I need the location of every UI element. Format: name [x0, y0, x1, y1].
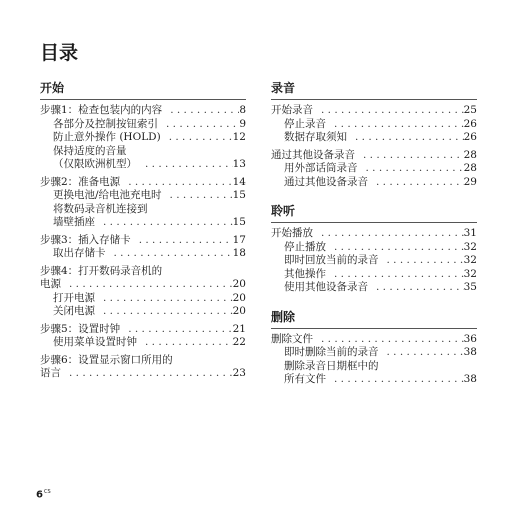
page-number — [36, 489, 51, 500]
toc-entry-label: 其他操作 — [284, 267, 326, 280]
toc-group — [271, 104, 477, 145]
dot-leader — [326, 241, 464, 255]
toc-entry-label: 各部分及控制按钮索引 — [53, 117, 158, 130]
dot-leader — [326, 373, 464, 387]
dot-leader — [158, 118, 239, 132]
toc-entry[interactable] — [271, 281, 477, 295]
toc-entry-label: 步骤3：插入存储卡 — [40, 233, 131, 246]
toc-entry[interactable] — [40, 305, 246, 319]
dot-leader — [313, 333, 464, 347]
toc-group — [271, 227, 477, 295]
dot-leader — [61, 278, 233, 292]
toc-right-column — [271, 80, 477, 401]
toc-entry-label: 关闭电源 — [53, 305, 95, 317]
toc-entry-label: 删除录音日期框中的 — [284, 359, 379, 372]
toc-entry[interactable] — [40, 118, 246, 132]
toc-entry-page: 21 — [232, 322, 246, 335]
toc-entry-page: 26 — [463, 117, 477, 130]
toc-entry-label: 删除文件 — [271, 332, 313, 345]
toc-section — [271, 203, 477, 295]
toc-entry-page: 31 — [463, 227, 477, 239]
toc-entry-label: 保持适度的音量 — [53, 144, 127, 157]
section-divider — [271, 99, 477, 100]
toc-entry[interactable] — [271, 346, 477, 360]
toc-entry[interactable] — [40, 176, 246, 190]
toc-entry[interactable] — [40, 367, 246, 381]
toc-entry-label: 开始录音 — [271, 104, 313, 116]
dot-leader — [61, 367, 233, 381]
toc-entry[interactable] — [40, 216, 246, 230]
section-title: 删除 — [271, 309, 296, 324]
toc-entry[interactable] — [271, 227, 477, 241]
toc-entry-label: 停止播放 — [284, 240, 326, 253]
toc-entry[interactable] — [40, 336, 246, 350]
toc-entry-page: 22 — [232, 336, 246, 348]
toc-entry-label: 通过其他设备录音 — [284, 175, 368, 188]
toc-entry-page: 9 — [239, 117, 246, 130]
toc-entry-page: 15 — [232, 216, 246, 228]
toc-entry[interactable] — [40, 323, 246, 337]
toc-group — [40, 104, 246, 172]
page-title: 目录 — [40, 42, 79, 64]
toc-entry[interactable] — [271, 149, 477, 163]
toc-entry[interactable] — [271, 333, 477, 347]
toc-entry-label: 将数码录音机连接到 — [53, 202, 148, 215]
toc-entry-page: 29 — [463, 175, 477, 188]
toc-left-column — [40, 80, 246, 395]
toc-entry-page: 15 — [232, 189, 246, 201]
toc-entry-page: 18 — [232, 247, 246, 259]
toc-entry[interactable] — [271, 241, 477, 255]
dot-leader — [313, 227, 464, 241]
toc-entry-label: 所有文件 — [284, 373, 326, 385]
toc-entry-page: 32 — [463, 254, 477, 266]
toc-entry-label: 步骤5：设置时钟 — [40, 322, 121, 335]
dot-leader — [120, 176, 232, 190]
toc-entry-page: 28 — [463, 148, 477, 161]
toc-entry-label: 打开电源 — [53, 291, 95, 304]
toc-entry[interactable] — [40, 234, 246, 248]
toc-entry[interactable] — [271, 360, 477, 374]
dot-leader — [379, 254, 464, 268]
toc-entry-label: 停止录音 — [284, 117, 326, 130]
toc-entry-page: 28 — [463, 162, 477, 174]
toc-entry-label: 数据存取须知 — [284, 131, 347, 143]
toc-entry[interactable] — [271, 373, 477, 387]
section-title: 聆听 — [271, 204, 296, 218]
toc-entry-label: 用外部话筒录音 — [284, 162, 358, 174]
toc-entry-page: 20 — [232, 305, 246, 317]
section-title: 开始 — [40, 81, 65, 95]
dot-leader — [355, 149, 464, 163]
dot-leader — [162, 104, 239, 118]
toc-entry[interactable] — [40, 158, 246, 172]
dot-leader — [131, 234, 233, 248]
toc-entry-label: 即时回放当前的录音 — [284, 254, 379, 266]
toc-entry-label: 开始播放 — [271, 227, 313, 239]
toc-entry-page: 32 — [463, 267, 477, 280]
toc-group — [40, 234, 246, 261]
toc-entry[interactable] — [40, 145, 246, 159]
toc-entry[interactable] — [40, 278, 246, 292]
toc-entry-label: 使用菜单设置时钟 — [53, 336, 137, 348]
toc-entry[interactable] — [40, 104, 246, 118]
toc-entry-page: 17 — [232, 233, 246, 246]
section-divider — [271, 222, 477, 223]
language-code: CS — [43, 489, 51, 495]
toc-group — [40, 323, 246, 350]
toc-entry[interactable] — [40, 292, 246, 306]
section-divider — [271, 328, 477, 329]
toc-entry[interactable] — [271, 131, 477, 145]
dot-leader — [313, 104, 464, 118]
toc-entry-page: 23 — [232, 367, 246, 379]
dot-leader — [120, 323, 232, 337]
dot-leader — [326, 118, 464, 132]
toc-group — [40, 354, 246, 381]
toc-entry-page: 12 — [232, 131, 246, 143]
section-title: 录音 — [271, 81, 296, 95]
toc-entry-page: 36 — [463, 332, 477, 345]
toc-entry-label: 取出存储卡 — [53, 247, 106, 259]
toc-entry-label: 步骤6：设置显示窗口所用的 — [40, 353, 173, 366]
toc-entry-page: 35 — [463, 281, 477, 293]
toc-entry[interactable] — [271, 176, 477, 190]
toc-group — [271, 149, 477, 190]
toc-entry-page: 8 — [239, 104, 246, 116]
dot-leader — [137, 336, 233, 350]
toc-entry-label: （仅限欧洲机型） — [53, 158, 137, 170]
toc-entry-page: 13 — [232, 158, 246, 170]
dot-leader — [368, 281, 464, 295]
toc-entry-label: 语言 — [40, 367, 61, 379]
toc-entry-page: 38 — [463, 346, 477, 358]
dot-leader — [106, 247, 233, 261]
toc-group — [40, 176, 246, 230]
section-divider — [40, 99, 246, 100]
toc-group — [271, 333, 477, 387]
toc-entry-page: 32 — [463, 240, 477, 253]
toc-entry[interactable] — [271, 254, 477, 268]
toc-entry[interactable] — [271, 104, 477, 118]
toc-entry[interactable] — [40, 354, 246, 368]
toc-entry-label: 更换电池/给电池充电时 — [53, 189, 162, 201]
toc-entry-page: 14 — [232, 175, 246, 188]
toc-entry[interactable] — [40, 189, 246, 203]
toc-section — [40, 80, 246, 381]
toc-entry-label: 使用其他设备录音 — [284, 281, 368, 293]
toc-entry-label: 防止意外操作 (HOLD) — [53, 131, 161, 143]
dot-leader — [358, 162, 464, 176]
toc-entry-label: 墙壁插座 — [53, 216, 95, 228]
toc-entry[interactable] — [40, 131, 246, 145]
dot-leader — [379, 346, 464, 360]
toc-entry-page: 26 — [463, 131, 477, 143]
toc-entry-label: 步骤1：检查包装内的内容 — [40, 104, 163, 116]
dot-leader — [137, 158, 233, 172]
dot-leader — [326, 268, 464, 282]
toc-entry[interactable] — [271, 268, 477, 282]
dot-leader — [95, 292, 233, 306]
toc-entry-label: 步骤2：准备电源 — [40, 175, 121, 188]
toc-entry-page: 25 — [463, 104, 477, 116]
toc-entry[interactable] — [40, 247, 246, 261]
toc-entry-page: 20 — [232, 278, 246, 290]
toc-entry[interactable] — [40, 265, 246, 279]
dot-leader — [95, 305, 233, 319]
toc-entry-page: 20 — [232, 291, 246, 304]
dot-leader — [161, 131, 233, 145]
dot-leader — [162, 189, 233, 203]
page-number-value: 6 — [36, 489, 43, 501]
toc-entry[interactable] — [271, 118, 477, 132]
toc-group — [40, 265, 246, 319]
toc-entry-label: 步骤4：打开数码录音机的 — [40, 264, 163, 277]
dot-leader — [368, 176, 464, 190]
toc-section — [271, 80, 477, 189]
toc-entry-page: 38 — [463, 373, 477, 385]
dot-leader — [95, 216, 233, 230]
toc-section — [271, 309, 477, 387]
toc-entry-label: 电源 — [40, 278, 61, 290]
toc-entry[interactable] — [40, 203, 246, 217]
toc-entry-label: 通过其他设备录音 — [271, 148, 355, 161]
toc-entry-label: 即时删除当前的录音 — [284, 346, 379, 358]
toc-entry[interactable] — [271, 162, 477, 176]
dot-leader — [347, 131, 464, 145]
